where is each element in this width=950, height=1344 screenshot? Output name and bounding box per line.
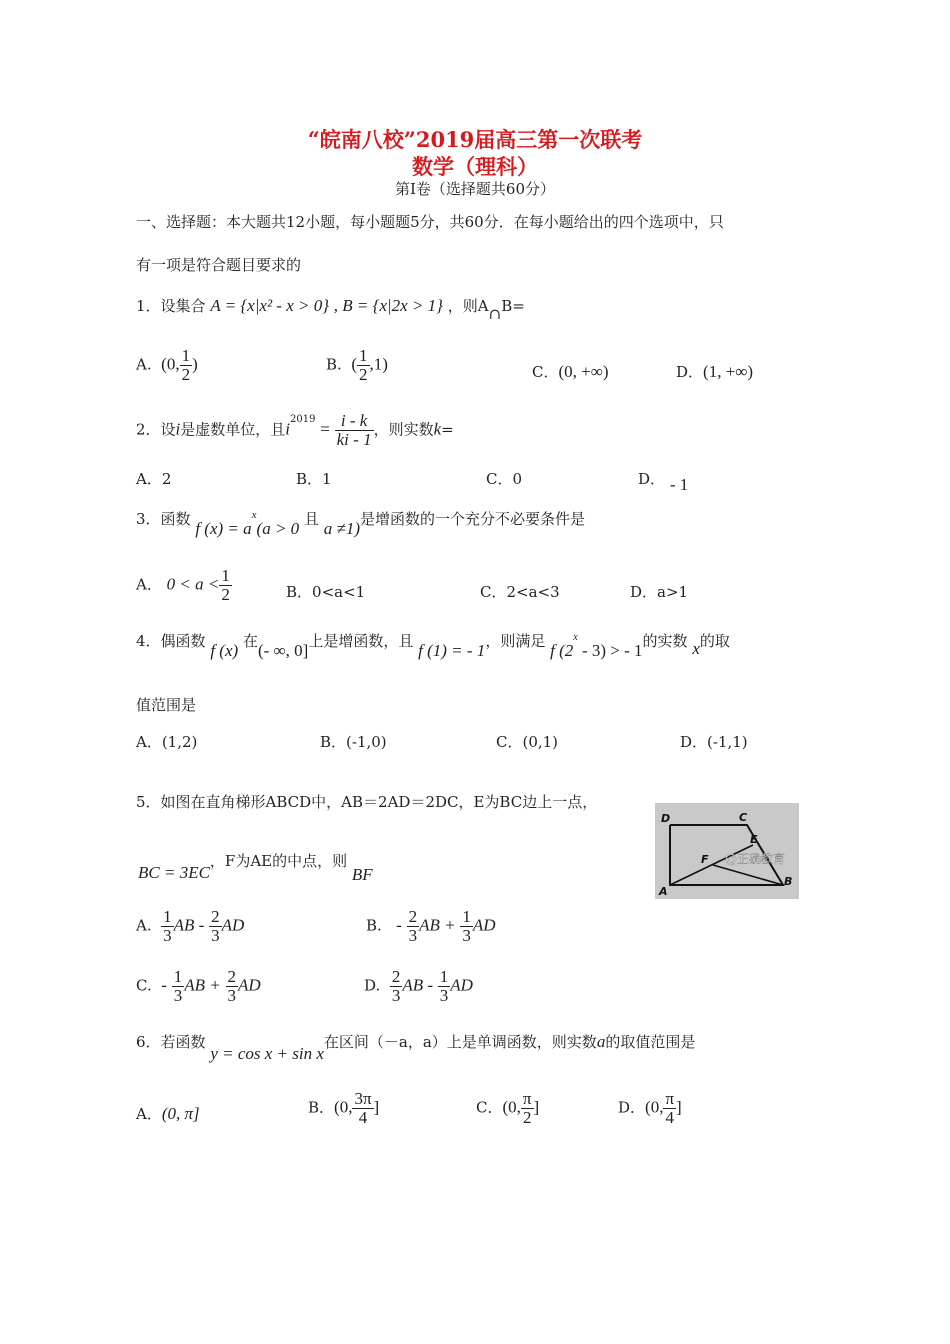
q3-option-d: D．a>1 xyxy=(630,583,689,601)
q6-option-d: D．(0, $\frac{\pi}{4}$ ] xyxy=(618,1089,682,1127)
set-a: A = {x|x² - x > 0} xyxy=(210,296,330,315)
q5-option-c: C. - $\frac{1}{3}$ AB + $\frac{2}{3}$ AD xyxy=(136,967,261,1005)
volume-title: 第Ⅰ卷（选择题共60分） xyxy=(394,180,555,198)
figure-watermark: @正确教育 xyxy=(725,852,786,866)
q4-option-c: C．(0,1) xyxy=(496,733,559,751)
figure-label-d: D xyxy=(661,812,671,825)
q3-option-b: B．0<a<1 xyxy=(286,583,366,601)
q4-option-b: B．(-1,0) xyxy=(320,733,387,751)
subject-title: 数学（理科） xyxy=(412,154,538,179)
q5-option-b: B. - $\frac{2}{3}$ AB + $\frac{1}{3}$ AD xyxy=(366,907,496,945)
q3-option-c: C．2<a<3 xyxy=(480,583,560,601)
exam-title: “皖南八校”2019届高三第一次联考 xyxy=(307,127,643,152)
question-6: 6．若函数 y = cos x + sin x在区间（－a，a）上是单调函数，则实数a的取值范围是 xyxy=(136,1032,696,1063)
q2-option-b: B．1 xyxy=(296,470,332,488)
q1-option-c: C．(0, +∞) xyxy=(532,362,609,381)
section-instructions-line1: 一、选择题：本大题共12小题，每小题题5分，共60分．在每小题给出的四个选项中，只 xyxy=(136,213,724,231)
q5-option-a: A. $\frac{1}{3}$ AB - $\frac{2}{3}$ AD xyxy=(136,907,245,945)
question-5: 5．如图在直角梯形ABCD中，AB＝2AD＝2DC，E为BC边上一点， xyxy=(136,793,598,811)
q6-option-c: C．(0, $\frac{\pi}{2}$ ] xyxy=(476,1089,540,1127)
q1-option-b: B. ( $\frac{1}{2}$ ,1) xyxy=(326,346,388,384)
q6-option-b: B．(0, $\frac{3\pi}{4}$ ] xyxy=(308,1089,380,1127)
figure-label-a: A xyxy=(659,885,668,898)
q4-option-d: D．(-1,1) xyxy=(680,733,748,751)
figure-label-b: B xyxy=(784,875,793,888)
question-3: 3．函数 f $(x) = a^x(a > 0$ 且 a ≠1)是增函数的一个充分不必要条件是 xyxy=(136,509,586,538)
question-4: 4．偶函数 f (x) 在(- ∞, 0]上是增函数，且 f (1) = - 1，则满足 f (2$^x$ - 3) > - 1的实数 x的取 xyxy=(136,632,730,660)
question-5-line2: BC = 3EC，F为AE的中点，则 BF xyxy=(138,852,373,884)
q5-option-d: D. $\frac{2}{3}$ AB - $\frac{1}{3}$ AD xyxy=(364,967,473,1005)
question-1: 1．设集合 A = {x|x² - x > 0} , B = {x|2x > 1} ，则A∩B= xyxy=(136,296,525,323)
q1-option-a: A. (0, $\frac{1}{2}$ ) xyxy=(136,346,198,384)
q6-option-a: A．(0, π] xyxy=(136,1104,200,1123)
section-instructions-line2: 有一项是符合题目要求的 xyxy=(136,256,302,274)
figure-label-f: F xyxy=(701,853,709,866)
q4-option-a: A．(1,2) xyxy=(136,733,198,751)
set-b: , B = {x|2x > 1} xyxy=(333,296,443,315)
q2-option-c: C．0 xyxy=(486,470,523,488)
q1-option-d: D．(1, +∞) xyxy=(676,362,754,381)
figure-label-e: E xyxy=(750,833,758,846)
q2-option-a: A．2 xyxy=(136,470,172,488)
question-2: 2．设i是虚数单位，且$i^{2019}$ = $\frac{i - k}{ki - 1}$ ，则实数k= xyxy=(136,411,454,449)
q2-option-d: D． - 1 xyxy=(638,470,689,494)
question-4-line2: 值范围是 xyxy=(136,696,197,714)
trapezoid-figure xyxy=(655,803,799,899)
figure-label-c: C xyxy=(739,811,748,824)
q3-option-a: A． 0 < a < $\frac{1}{2}$ xyxy=(136,566,230,604)
